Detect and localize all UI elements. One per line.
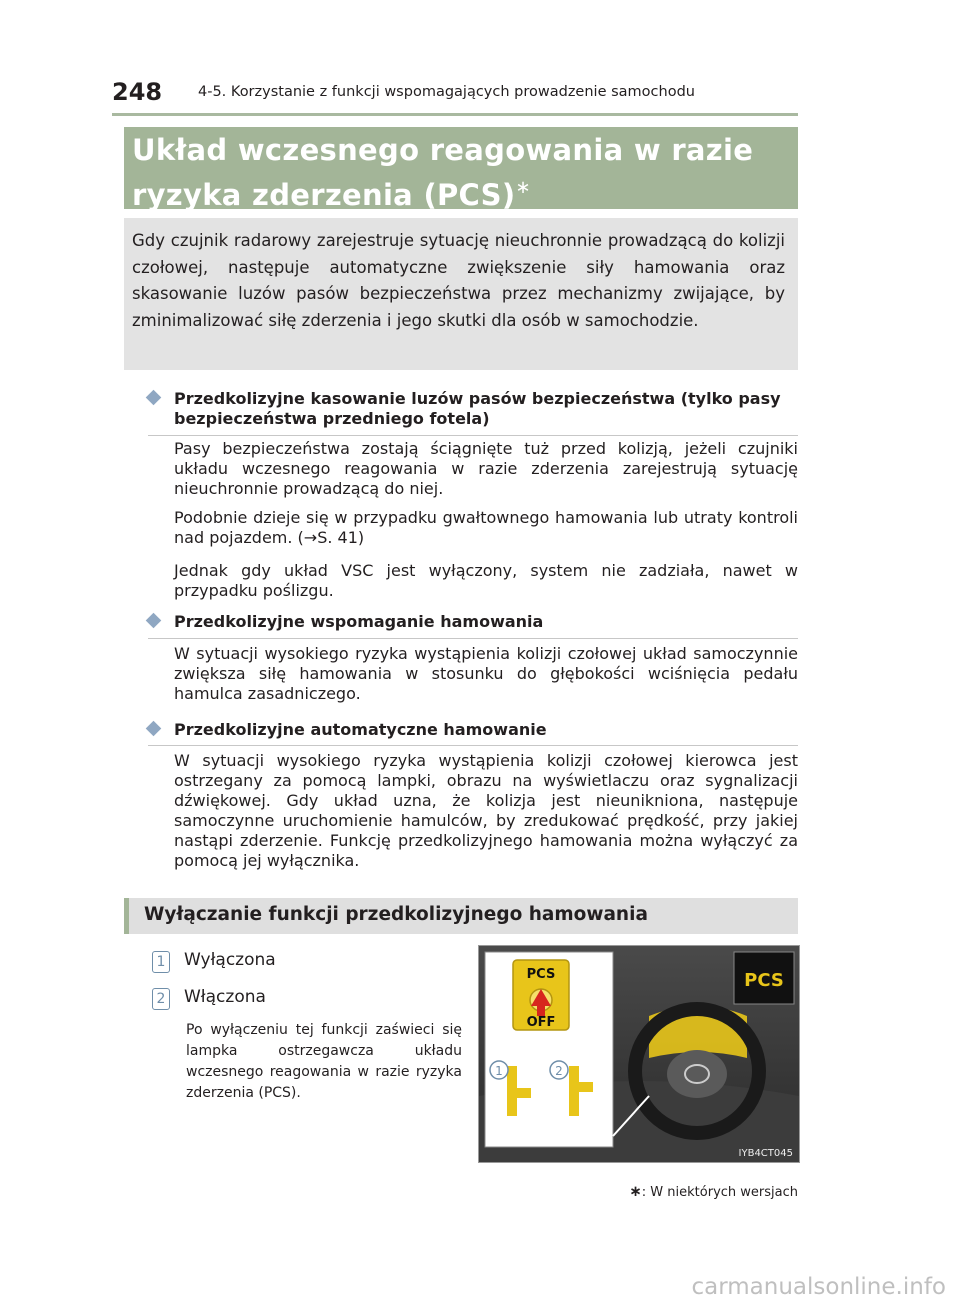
footnote — [629, 1182, 798, 1200]
bullet-heading-seatbelt — [148, 389, 798, 431]
bullet-heading-auto-braking — [148, 720, 798, 740]
diamond-bullet-icon — [146, 390, 162, 406]
dashboard-drawing — [479, 946, 799, 1162]
number-box-1: 1 — [152, 951, 170, 973]
dashboard-illustration — [478, 945, 800, 1163]
switch-lever-2 — [579, 1082, 593, 1092]
switch-label-top: PCS — [526, 967, 556, 982]
footnote-text: : W niektórych wersjach — [641, 1185, 798, 1200]
switch-position-1 — [507, 1066, 517, 1116]
switch-position-2 — [569, 1066, 579, 1116]
title-band — [124, 127, 798, 212]
section-heading: Wyłączanie funkcji przedkolizyjnego hamowania — [144, 904, 648, 925]
section-divider — [148, 435, 798, 436]
header-divider — [112, 113, 798, 116]
section-divider — [148, 745, 798, 746]
note-text: Po wyłączeniu tej funkcji zaświeci się lampka ostrzegawcza układu wczesnego reagowania w razie ryzyka zderzenia (PCS). — [186, 1022, 462, 1101]
chapter-title: 4-5. Korzystanie z funkcji wspomagających prowadzenie samochodu — [198, 84, 695, 100]
item-label-off: Wyłączona — [184, 950, 276, 970]
paragraph: Podobnie dzieje się w przypadku gwałtownego hamowania lub utraty kontroli nad pojazdem. (→S. 41) — [174, 508, 798, 547]
bullet-heading-text: Przedkolizyjne wspomaganie hamowania — [174, 612, 544, 631]
section-divider — [148, 638, 798, 639]
page-header — [112, 78, 798, 112]
pcs-indicator-label: PCS — [744, 970, 784, 991]
title-asterisk: ∗ — [515, 177, 531, 198]
switch-lever-1 — [517, 1088, 531, 1098]
paragraph: Jednak gdy układ VSC jest wyłączony, system nie zadziała, nawet w przypadku poślizgu. — [174, 561, 798, 600]
bullet-heading-text: Przedkolizyjne automatyczne hamowanie — [174, 720, 547, 739]
footnote-asterisk: ∗ — [629, 1182, 642, 1200]
paragraph: Pasy bezpieczeństwa zostają ściągnięte tuż przed kolizją, jeżeli czujniki układu wczesnego reagowania w razie zderzenia zarejestrują sytuację nieuchronnie prowadzącą do niej. — [174, 439, 798, 498]
bullet-heading-brake-assist — [148, 612, 798, 632]
page-title-text: Układ wczesnego reagowania w razie ryzyka zderzenia (PCS) — [132, 133, 754, 212]
diamond-bullet-icon — [146, 613, 162, 629]
callout-label-1: 1 — [495, 1064, 503, 1078]
intro-box — [124, 218, 798, 370]
bullet-heading-text: Przedkolizyjne kasowanie luzów pasów bezpieczeństwa (tylko pasy bezpieczeństwa przedniego fotela) — [174, 389, 781, 428]
callout-label-2: 2 — [555, 1064, 563, 1078]
switch-label-bottom: OFF — [526, 1015, 556, 1030]
figure-code: IYB4CT045 — [738, 1148, 793, 1159]
paragraph: W sytuacji wysokiego ryzyka wystąpienia kolizji czołowej kierowca jest ostrzegany za pomocą lampki, obrazu na wyświetlaczu oraz sygnalizacji dźwiękowej. Gdy układ uzna, że kolizja jest nieunikniona, następuje samoczynne uruchomienie hamulców, by zredukować prędkość, przy jakiej nastąpi zderzenie. Funkcję przedkolizyjnego hamowania można wyłączyć za pomocą jej wyłącznika. — [174, 751, 798, 870]
page-title — [132, 131, 792, 214]
watermark: carmanualsonline.info — [691, 1274, 946, 1300]
number-box-2: 2 — [152, 988, 170, 1010]
section-heading-band — [124, 898, 798, 934]
paragraph: W sytuacji wysokiego ryzyka wystąpienia kolizji czołowej układ samoczynnie zwiększa siłę hamowania w stosunku do głębokości wciśnięcia pedału hamulca zasadniczego. — [174, 644, 798, 703]
intro-text: Gdy czujnik radarowy zarejestruje sytuację nieuchronnie prowadzącą do kolizji czołowej, następuje automatyczne zwiększenie siły hamowania oraz skasowanie luzów pasów bezpieczeństwa przez mechanizmy zwijające, by zminimalizować siłę zderzenia i jego skutki dla osób w samochodzie. — [132, 231, 785, 330]
diamond-bullet-icon — [146, 721, 162, 737]
page-number: 248 — [112, 78, 163, 106]
steering-hub — [667, 1050, 727, 1098]
item-label-on: Włączona — [184, 987, 266, 1007]
